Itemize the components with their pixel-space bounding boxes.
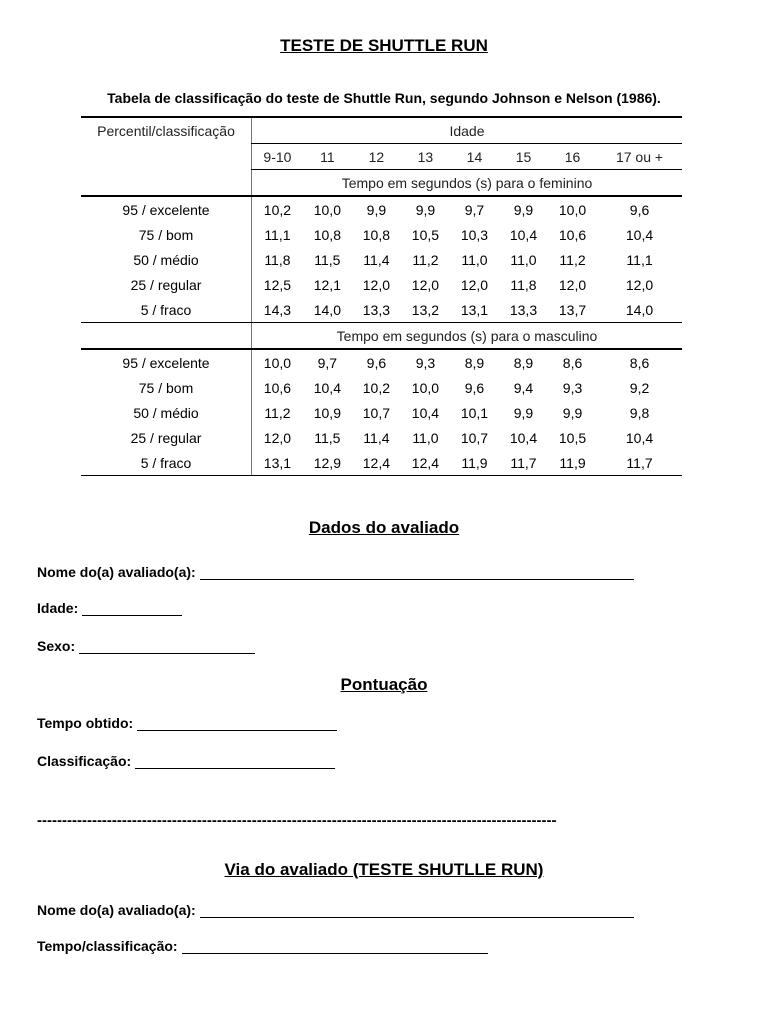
table-cell: 12,4 [401, 450, 450, 476]
row-label: 50 / médio [133, 251, 199, 268]
table-row [81, 425, 682, 450]
table-cell: 11,0 [412, 429, 439, 446]
pontuacao-heading: Pontuação [340, 675, 428, 694]
table-cell: 11,2 [252, 400, 303, 425]
table-cell: 11,7 [499, 450, 548, 476]
table-cell: 14,0 [597, 297, 682, 323]
female-subheader-row [81, 170, 682, 197]
age-header: 16 [548, 144, 597, 170]
table-cell: 12,0 [625, 276, 654, 293]
tempo-field [37, 715, 337, 731]
table-cell: 10,7 [362, 404, 391, 421]
table-cell: 13,1 [450, 297, 499, 323]
table-caption: Tabela de classificação do teste de Shuttle Run, segundo Johnson e Nelson (1986). [107, 90, 661, 106]
via-heading: Via do avaliado (TESTE SHUTLLE RUN) [224, 860, 544, 879]
table-cell: 11,0 [461, 251, 488, 268]
table-cell: 11,9 [450, 450, 499, 476]
cut-divider: -------------------------------------------------------------------------------------------------------- [37, 812, 557, 829]
table-cell: 8,9 [464, 354, 485, 371]
table-cell: 10,0 [313, 201, 341, 218]
age-header: 12 [352, 144, 401, 170]
table-cell: 9,9 [415, 201, 436, 218]
table-cell: 9,3 [415, 354, 436, 371]
table-row [81, 375, 682, 400]
table-row [81, 196, 682, 222]
table-row [81, 400, 682, 425]
table-cell: 14,3 [252, 297, 303, 323]
idade-line[interactable] [82, 601, 182, 616]
table-cell: 11,5 [314, 429, 341, 446]
table-cell: 10,0 [411, 379, 440, 396]
table-cell: 10,4 [625, 429, 654, 446]
table-cell: 8,9 [513, 354, 534, 371]
table-cell: 9,2 [629, 379, 650, 396]
table-cell: 11,7 [597, 450, 682, 476]
male-subheader: Tempo em segundos (s) para o masculino [252, 323, 683, 350]
age-header: 14 [450, 144, 499, 170]
table-cell: 8,6 [629, 354, 650, 371]
table-cell: 11,1 [252, 222, 303, 247]
table-cell: 9,9 [366, 201, 387, 218]
table-cell: 11,2 [412, 251, 439, 268]
table-row [81, 272, 682, 297]
table-cell: 9,9 [513, 404, 534, 421]
age-header: 11 [303, 144, 352, 170]
age-header: 15 [499, 144, 548, 170]
age-header: 13 [401, 144, 450, 170]
table-cell: 12,9 [303, 450, 352, 476]
table-cell: 9,3 [562, 379, 583, 396]
table-cell: 10,3 [460, 226, 489, 243]
row-label: 95 / excelente [122, 201, 210, 218]
tempo-label: Tempo obtido: [37, 715, 134, 731]
table-cell: 8,6 [562, 354, 583, 371]
table-cell: 13,1 [252, 450, 303, 476]
classificacao-label: Classificação: [37, 753, 132, 769]
tempo-line[interactable] [137, 716, 337, 731]
table-cell: 10,4 [411, 404, 440, 421]
female-subheader: Tempo em segundos (s) para o feminino [252, 170, 683, 197]
table-cell: 11,5 [314, 251, 341, 268]
table-cell: 10,4 [509, 429, 538, 446]
table-cell: 10,9 [313, 404, 341, 421]
table-cell: 10,0 [252, 349, 303, 375]
table-cell: 12,0 [460, 276, 489, 293]
table-cell: 9,7 [464, 201, 485, 218]
header-row [81, 117, 682, 144]
table-row [81, 450, 682, 476]
table-cell: 9,9 [562, 404, 583, 421]
table-cell: 13,3 [499, 297, 548, 323]
via-nome-label: Nome do(a) avaliado(a): [37, 902, 196, 918]
table-cell: 13,2 [401, 297, 450, 323]
row-label: 25 / regular [130, 276, 202, 293]
table-cell: 9,9 [513, 201, 534, 218]
row-label: 50 / médio [133, 404, 199, 421]
table-cell: 10,7 [460, 429, 489, 446]
table-cell: 10,5 [558, 429, 587, 446]
table-cell: 12,0 [362, 276, 391, 293]
classification-table [81, 116, 682, 476]
nome-field [37, 564, 634, 580]
nome-line[interactable] [200, 565, 634, 580]
classificacao-field [37, 753, 335, 769]
idade-header: Idade [252, 117, 683, 144]
classificacao-line[interactable] [135, 754, 335, 769]
table-cell: 11,1 [626, 251, 653, 268]
via-tempo-field [37, 938, 488, 954]
row-label: 75 / bom [138, 226, 194, 243]
row-label: 5 / fraco [81, 297, 252, 323]
table-cell: 10,4 [509, 226, 538, 243]
table-row [81, 222, 682, 247]
table-cell: 10,5 [411, 226, 440, 243]
document-title: TESTE DE SHUTTLE RUN [280, 36, 488, 55]
table-row [81, 349, 682, 375]
table-cell: 10,1 [460, 404, 489, 421]
via-tempo-label: Tempo/classificação: [37, 938, 178, 954]
age-header: 17 ou + [597, 144, 682, 170]
via-nome-field [37, 902, 634, 918]
row-label: 95 / excelente [122, 354, 210, 371]
table-cell: 11,0 [510, 251, 537, 268]
table-cell: 10,4 [625, 226, 654, 243]
nome-label: Nome do(a) avaliado(a): [37, 564, 196, 580]
table-cell: 9,7 [317, 354, 338, 371]
row-label: 25 / regular [130, 429, 202, 446]
table-cell: 9,8 [629, 404, 650, 421]
table-cell: 10,8 [313, 226, 341, 243]
table-cell: 12,4 [352, 450, 401, 476]
row-label: 5 / fraco [81, 450, 252, 476]
table-cell: 10,8 [362, 226, 391, 243]
table-cell: 11,4 [363, 429, 390, 446]
table-row [81, 247, 682, 272]
sexo-label: Sexo: [37, 638, 76, 654]
row-label: 75 / bom [138, 379, 194, 396]
table-cell: 9,6 [464, 379, 485, 396]
ages-row [81, 144, 682, 170]
table-cell: 9,6 [629, 201, 650, 218]
empty-cell [81, 170, 252, 197]
empty-cell [81, 144, 252, 170]
table-cell: 12,0 [411, 276, 440, 293]
empty-cell [81, 323, 252, 350]
sexo-field [37, 638, 255, 654]
table-cell: 11,9 [548, 450, 597, 476]
table-cell: 11,4 [363, 251, 390, 268]
male-subheader-row [81, 323, 682, 350]
corner-header: Percentil/classificação [81, 117, 252, 144]
table-row [81, 297, 682, 323]
table-cell: 10,6 [252, 375, 303, 400]
table-cell: 10,2 [362, 379, 391, 396]
table-cell: 11,8 [252, 247, 303, 272]
table-cell: 12,0 [252, 425, 303, 450]
table-cell: 9,4 [513, 379, 534, 396]
table-cell: 10,6 [558, 226, 587, 243]
table-cell: 9,6 [366, 354, 387, 371]
table-cell: 10,2 [252, 196, 303, 222]
table-cell: 10,0 [558, 201, 587, 218]
idade-label: Idade: [37, 600, 79, 616]
table-cell: 11,8 [510, 276, 537, 293]
table-cell: 10,4 [313, 379, 341, 396]
age-header: 9-10 [252, 144, 303, 170]
table-cell: 13,7 [548, 297, 597, 323]
idade-field [37, 600, 182, 616]
table-cell: 13,3 [352, 297, 401, 323]
table-cell: 14,0 [303, 297, 352, 323]
via-nome-line[interactable] [200, 903, 634, 918]
sexo-line[interactable] [79, 639, 255, 654]
via-tempo-line[interactable] [182, 939, 488, 954]
table-cell: 12,1 [313, 276, 341, 293]
table-cell: 12,5 [252, 272, 303, 297]
table-cell: 12,0 [558, 276, 587, 293]
dados-heading: Dados do avaliado [308, 518, 460, 537]
table-cell: 11,2 [559, 251, 586, 268]
